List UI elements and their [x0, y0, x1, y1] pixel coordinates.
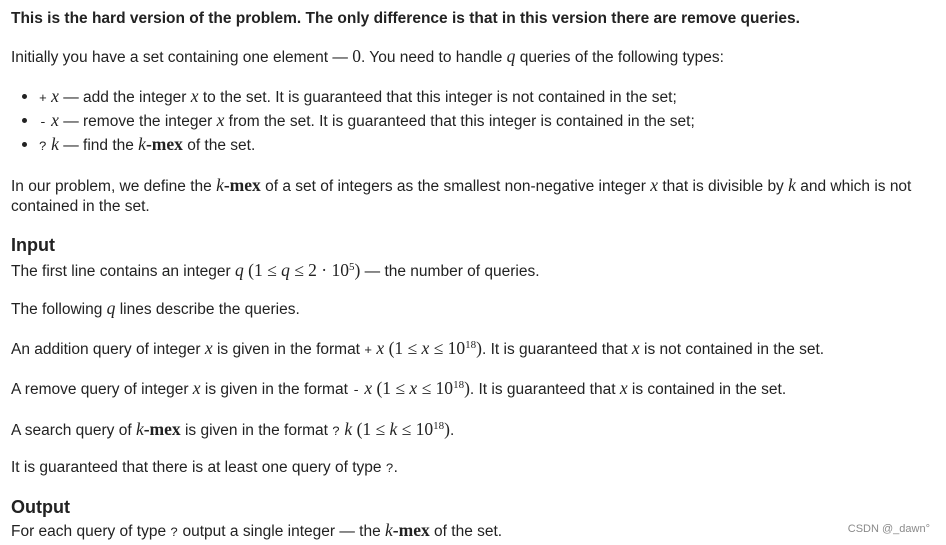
input-heading: Input [11, 235, 55, 255]
query-guarantee: It is guaranteed that there is at least one query of type ?. [11, 459, 398, 476]
kmex-definition-cont: contained in the set. [11, 198, 150, 215]
kmex-definition: In our problem, we define the k-mex of a set of integers as the smallest non-negative integer x that is divisible by k and which is not [11, 175, 912, 195]
output-description: For each query of type ? output a single integer — the k-mex of the set. [11, 520, 503, 540]
remove-query-format: A remove query of integer x is given in the format - x $(1 \le x \le 10^{18})$. It is guaranteed that x is contained in the set. [11, 378, 787, 398]
input-following-lines: The following q lines describe the queries. [11, 298, 300, 318]
search-query-format: A search query of k-mex is given in the format ? k $(1 \le k \le 10^{18})$. [11, 419, 455, 439]
output-heading: Output [11, 497, 70, 517]
problem-intro: This is the hard version of the problem. The only difference is that in this version there are remove queries. [11, 10, 800, 27]
csdn-watermark: CSDN @_dawn° [847, 523, 930, 535]
input-first-line: The first line contains an integer q $(1 \le q \le 2 \cdot 10^5)$ — the number of queries. [11, 260, 540, 280]
set-intro: Initially you have a set containing one element — 0. You need to handle q queries of the following types: [11, 46, 724, 66]
add-query-format: An addition query of integer x is given in the format + x $(1 \le x \le 10^{18})$. It is guaranteed that x is not contained in the set. [11, 338, 825, 358]
